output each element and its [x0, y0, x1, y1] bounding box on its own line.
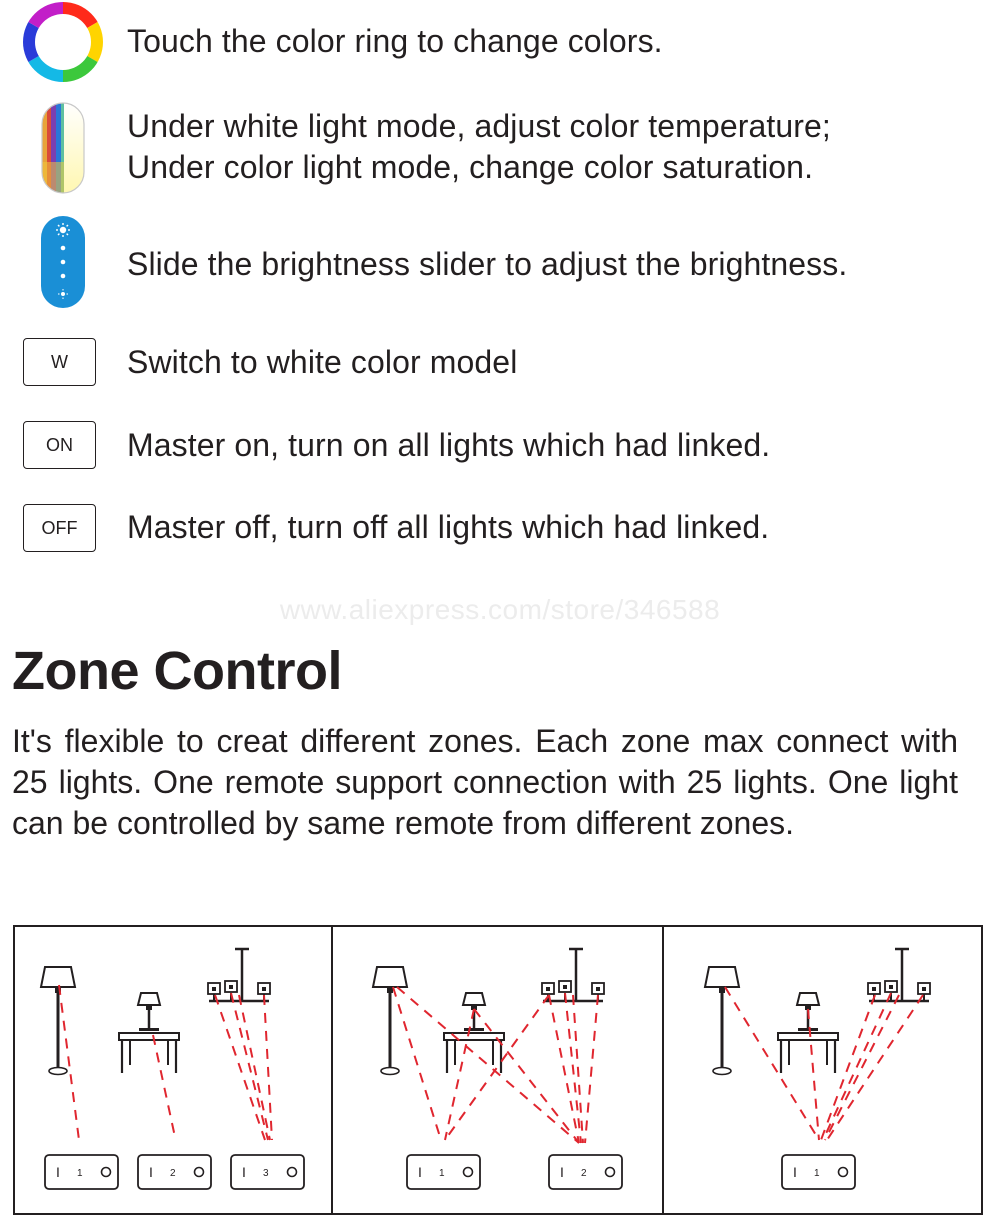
remote-label: I	[149, 1164, 153, 1180]
remote-zone-1-panel-1	[45, 1155, 118, 1189]
master-off-button[interactable]: OFF	[23, 504, 96, 552]
color-temperature-description-line-1: Under white light mode, adjust color temperature;	[127, 108, 831, 144]
store-watermark: www.aliexpress.com/store/346588	[279, 594, 721, 625]
brightness-description: Slide the brightness slider to adjust the brightness.	[127, 246, 848, 282]
remote-label: I	[242, 1164, 246, 1180]
remote-zone-1-panel-3	[782, 1155, 855, 1189]
remote-zone-number: 1	[814, 1168, 820, 1179]
white-mode-button[interactable]: W	[23, 338, 96, 386]
remote-label: I	[56, 1164, 60, 1180]
color-temperature-slider-icon	[41, 102, 85, 194]
remote-label: I	[418, 1164, 422, 1180]
remote-zone-2-panel-2	[549, 1155, 622, 1189]
master-off-description: Master off, turn off all lights which had linked.	[127, 509, 770, 545]
zone-control-paragraph: It's flexible to creat different zones. Each zone max connect with 25 lights. One remote support connection with 25 lights. One light can be controlled by same remote from different zones.	[12, 723, 958, 841]
remote-zone-number: 1	[439, 1168, 445, 1179]
remote-zone-number: 2	[170, 1168, 176, 1179]
color-temperature-description-line-2: Under color light mode, change color saturation.	[127, 149, 814, 185]
remote-label: I	[793, 1164, 797, 1180]
remote-zone-number: 2	[581, 1168, 587, 1179]
color-ring-icon	[23, 2, 103, 82]
zone-control-heading: Zone Control	[12, 641, 342, 701]
remote-zone-number: 1	[77, 1168, 83, 1179]
remote-label: I	[560, 1164, 564, 1180]
remote-zone-2-panel-1	[138, 1155, 211, 1189]
master-on-button[interactable]: ON	[23, 421, 96, 469]
zone-diagram	[13, 925, 983, 1215]
remote-zone-3-panel-1	[231, 1155, 304, 1189]
master-on-description: Master on, turn on all lights which had linked.	[127, 427, 771, 463]
remote-zone-1-panel-2	[407, 1155, 480, 1189]
remote-zone-number: 3	[263, 1168, 269, 1179]
brightness-slider-icon	[41, 216, 85, 308]
white-mode-description: Switch to white color model	[127, 344, 518, 380]
color-ring-description: Touch the color ring to change colors.	[127, 23, 663, 59]
